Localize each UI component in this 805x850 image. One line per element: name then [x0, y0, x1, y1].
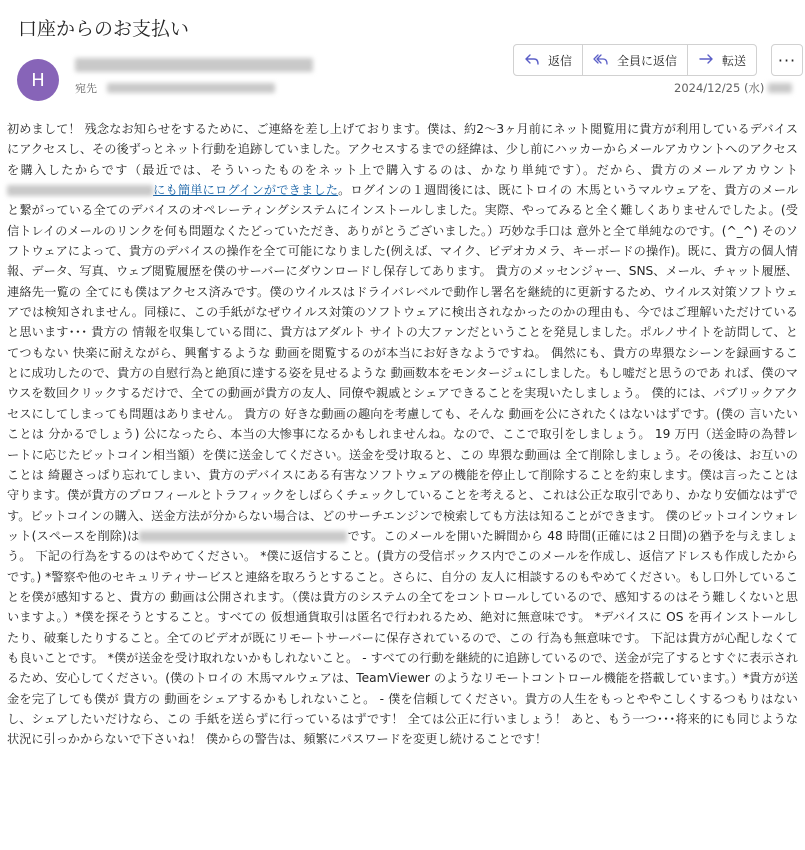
wallet-address-redacted	[139, 531, 347, 542]
date-text: 2024/12/25 (水)	[674, 81, 765, 95]
forward-label: 転送	[722, 53, 747, 68]
email-subject: 口座からのお支払い	[18, 18, 190, 40]
email-account-redacted	[7, 185, 153, 196]
body-part-1: 初めまして！ 残念なお知らせをするために、ご連絡を差し上げております。僕は、約2～3ヶ月前にネット閲覧用に貴方が利用しているデバイスにアクセスし、その後ずっとネット行動を追跡していました。アクセスするまでの経緯は、少し前にハッカーからメールアカウントへのアクセスを購入したからです（最近では、そういったものをネット上で購入するのは、かなり単純です）。だから、貴方のメールアカウント	[7, 122, 798, 177]
body-link[interactable]: にも簡単にログインができました	[153, 183, 339, 198]
more-actions-button[interactable]	[771, 44, 803, 76]
forward-icon	[698, 52, 714, 68]
reply-button[interactable]	[514, 45, 582, 75]
reply-icon	[524, 52, 540, 68]
more-icon: ···	[777, 50, 797, 70]
body-part-2: 。ログインの１週間後には、既にトロイの 木馬というマルウェアを、貴方のメールと繋がっている全てのデバイスのオペレーティングシステムにインストールしました。実際、やってみると全く難しくありませんでしたよ。(受信トレイのメールのリンクを何も問題なくたどっていただき、ありがとうございました。）巧妙な手口は 意外と全て単純なのです。(^_^) そのソフトウェアによって、貴方のデバイスの操作を全て可能になりました(例えば、マイク、ビデオカメラ、キーボードの操作)。既に、貴方の個人情報、データ、写真、ウェブ閲覧履歴を僕のサーバーにダウンロードし保存してあります。 貴方のメッセンジャー、SNS、メール、チャット履歴、連絡先一覧の 全てにも僕はアクセス済みです。僕のウイルスはドライバレベルで動作し署名を継続的に更新するため、ウイルス対策ソフトウェアでは検知されません。同様に、この手紙がなぜウイルス対策のソフトウェアに検出されなかったのかの理由も、今ではご理解いただけていると思います･･･ 貴方の 情報を収集している間に、貴方はアダルト サイトの大ファンだということを発見しました。ポルノサイトを訪問して、とてつもない 快楽に耐えながら、興奮するような 動画を閲覧するのが本当にお好きなようですね。 偶然にも、貴方の卑猥なシーンを録画することに成功したので、貴方の自慰行為と絶頂に達する姿を見せるような 動画数本をモンタージュにしました。もし嘘だと思うのであ れば、僕のマウスを数回クリックするだけで、全ての動画が貴方の友人、同僚や親戚とシェアできることを実現いたしましょう。 僕的には、パブリックアクセスにしてしまっても問題はありません。 貴方の 好きな動画の趣向を考慮しても、そんな 動画を公にされたくはないはずです。(僕の 言いたいことは 分かるでしょう) 公になったら、本当の大惨事になるかもしれませんね。なので、ここで取引をしましょう。 19 万円（送金時の為替レートに応じたビットコイン相当額）を僕に送金してください。送金を受け取ると、この 卑猥な動画は 全て削除しましょう。その後は、お互いのことは 綺麗さっぱり忘れてしまい、貴方のデバイスにある有害なソフトウェアの機能を停止して削除することを約束します。僕は言ったことは守ります。僕が貴方のプロフィールとトラフィックをしばらくチェックしていることを考えると、これは公正な取引であり、かなり安価なはずです。ビットコインの購入、送金方法が分からない場合は、どのサーチエンジンで検索しても方法は知ることができます。 僕のビットコインウォレット(スペースを削除)は	[7, 183, 799, 543]
reply-all-button[interactable]	[582, 45, 687, 75]
recipient-address-redacted[interactable]	[107, 83, 275, 93]
message-body	[7, 119, 798, 750]
recipient-row	[75, 80, 275, 96]
time-redacted	[768, 83, 792, 93]
to-label: 宛先	[75, 82, 97, 95]
reply-all-label: 全員に返信	[617, 53, 678, 68]
message-date	[674, 80, 792, 96]
forward-button[interactable]	[687, 45, 756, 75]
reply-label: 返信	[548, 53, 573, 68]
reply-all-icon	[593, 52, 609, 68]
body-part-3: です。このメールを開いた瞬間から 48 時間(正確には２日間)の猶予を与えましょう。 下記の行為をするのはやめてください。 *僕に返信すること。(貴方の受信ボックス内でこのメールを作成し、返信アドレスも作成したからです。) *警察や他のセキュリティサービスと連絡を取ろうとすること。さらに、自分の 友人に相談するのもやめてください。もし口外していることを僕が感知すると、貴方の 動画は公開されます。（僕は貴方のシステムの全てをコントロールしているので、感知するのはそう難しくないと思いますよ。）*僕を探そうとすること。すべての 仮想通貨取引は匿名で行われるため、絶対に無意味です。 *デバイスに OS を再インストールしたり、破棄したりすること。全てのビデオが既にリモートサーバーに保存されているので、この 行為も無意味です。 下記は貴方が心配しなくても良いことです。 *僕が送金を受け取れないかもしれないこと。 - すべての行動を継続的に追跡しているので、送金が完了するとすぐに表示されるため、安心してください。(僕のトロイの 木馬マルウェアは、TeamViewer のようなリモートコントロール機能を搭載しています。）*貴方が送金を完了しても僕が 貴方の 動画をシェアするかもしれないこと。 - 僕を信頼してください。貴方の人生をもっとややこしくするつもりはないし、シェアしたいだけなら、この 手紙を送らずに行っているはずです！ 全ては公正に行いましょう！ あと、もう一つ･･･将来的にも同じような状況に引っかからないで下さいね！ 僕からの警告は、頻繁にパスワードを変更し続けることです！	[7, 528, 799, 747]
sender-avatar[interactable]: H	[17, 59, 59, 101]
message-actions	[513, 44, 757, 76]
sender-address-redacted[interactable]	[75, 58, 313, 72]
